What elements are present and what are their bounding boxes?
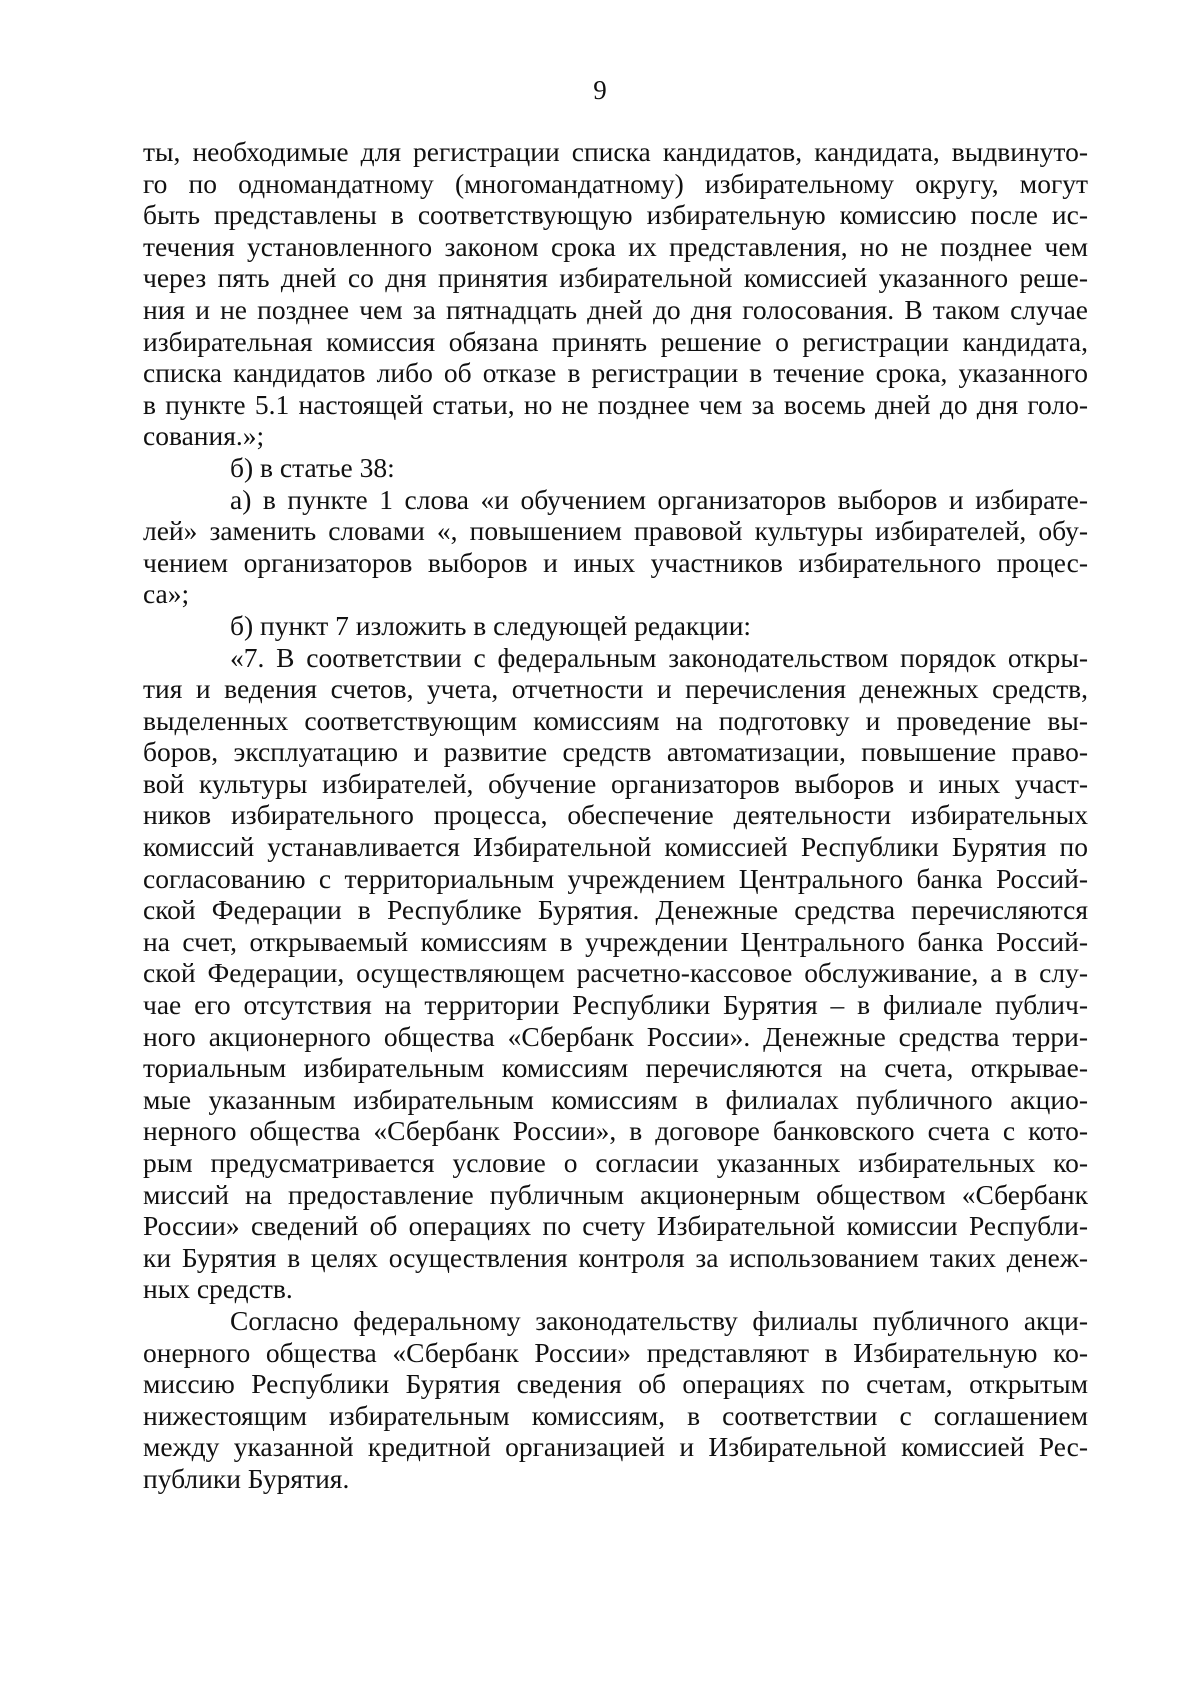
text-line: нерного общества «Сбербанк России», в договоре банковского счета с кото- — [143, 1115, 1088, 1147]
document-body — [143, 136, 1088, 1495]
text-line: б) пункт 7 изложить в следующей редакции: — [230, 609, 752, 641]
text-line: миссий на предоставление публичным акционерным обществом «Сбербанк — [143, 1178, 1088, 1210]
text-line: комиссий устанавливается Избирательной комиссией Республики Бурятия по — [143, 831, 1088, 863]
text-line: сования.»; — [143, 420, 265, 452]
text-line: публики Бурятия. — [143, 1462, 350, 1494]
text-line: на счет, открываемый комиссиям в учреждении Центрального банка Россий- — [143, 925, 1088, 957]
text-line: ториальным избирательным комиссиям перечисляются на счета, открывае- — [143, 1052, 1088, 1084]
text-line: быть представлены в соответствующую избирательную комиссию после ис- — [143, 199, 1088, 231]
text-line: боров, эксплуатацию и развитие средств автоматизации, повышение право- — [143, 736, 1088, 768]
text-line: миссию Республики Бурятия сведения об операциях по счетам, открытым — [143, 1368, 1088, 1400]
text-line: через пять дней со дня принятия избирательной комиссией указанного реше- — [143, 262, 1088, 294]
text-line: го по одномандатному (многомандатному) избирательному округу, могут — [143, 167, 1088, 199]
text-line: а) в пункте 1 слова «и обучением организаторов выборов и избирате- — [230, 483, 1088, 515]
text-line: выделенных соответствующим комиссиям на подготовку и проведение вы- — [143, 704, 1088, 736]
text-line: «7. В соответствии с федеральным законодательством порядок откры- — [230, 641, 1088, 673]
text-line: са»; — [143, 578, 190, 610]
text-line: списка кандидатов либо об отказе в регистрации в течение срока, указанного — [143, 357, 1088, 389]
text-line: ской Федерации, осуществляющем расчетно-кассовое обслуживание, а в слу- — [143, 957, 1088, 989]
text-line: между указанной кредитной организацией и Избирательной комиссией Рес- — [143, 1431, 1088, 1463]
text-line: онерного общества «Сбербанк России» представляют в Избирательную ко- — [143, 1336, 1088, 1368]
text-line: чением организаторов выборов и иных участников избирательного процес- — [143, 546, 1088, 578]
text-line: ты, необходимые для регистрации списка кандидатов, кандидата, выдвинуто- — [143, 136, 1088, 167]
text-line: нижестоящим избирательным комиссиям, в соответствии с соглашением — [143, 1399, 1088, 1431]
text-line: России» сведений об операциях по счету Избирательной комиссии Республи- — [143, 1210, 1088, 1242]
text-line: течения установленного законом срока их представления, но не позднее чем — [143, 230, 1088, 262]
text-line: мые указанным избирательным комиссиям в филиалах публичного акцио- — [143, 1083, 1088, 1115]
page-number: 9 — [593, 75, 607, 105]
text-line: ного акционерного общества «Сбербанк России». Денежные средства терри- — [143, 1020, 1088, 1052]
text-line: избирательная комиссия обязана принять решение о регистрации кандидата, — [143, 325, 1088, 357]
text-line: лей» заменить словами «, повышением правовой культуры избирателей, обу- — [143, 515, 1088, 547]
text-line: рым предусматривается условие о согласии указанных избирательных ко- — [143, 1147, 1088, 1178]
text-line: согласованию с территориальным учреждением Центрального банка Россий- — [143, 862, 1088, 894]
text-line: ской Федерации в Республике Бурятия. Денежные средства перечисляются — [143, 894, 1088, 926]
text-line: тия и ведения счетов, учета, отчетности и перечисления денежных средств, — [143, 673, 1088, 705]
text-line: б) в статье 38: — [230, 451, 395, 483]
text-line: ния и не позднее чем за пятнадцать дней до дня голосования. В таком случае — [143, 293, 1088, 325]
text-line: вой культуры избирателей, обучение организаторов выборов и иных участ- — [143, 767, 1088, 799]
text-line: ников избирательного процесса, обеспечение деятельности избирательных — [143, 799, 1088, 831]
text-line: чае его отсутствия на территории Республики Бурятия – в филиале публич- — [143, 989, 1088, 1021]
text-line: Согласно федеральному законодательству филиалы публичного акци- — [230, 1304, 1088, 1336]
text-line: в пункте 5.1 настоящей статьи, но не позднее чем за восемь дней до дня голо- — [143, 388, 1088, 420]
text-line: ки Бурятия в целях осуществления контроля за использованием таких денеж- — [143, 1241, 1088, 1273]
text-line: ных средств. — [143, 1273, 293, 1305]
